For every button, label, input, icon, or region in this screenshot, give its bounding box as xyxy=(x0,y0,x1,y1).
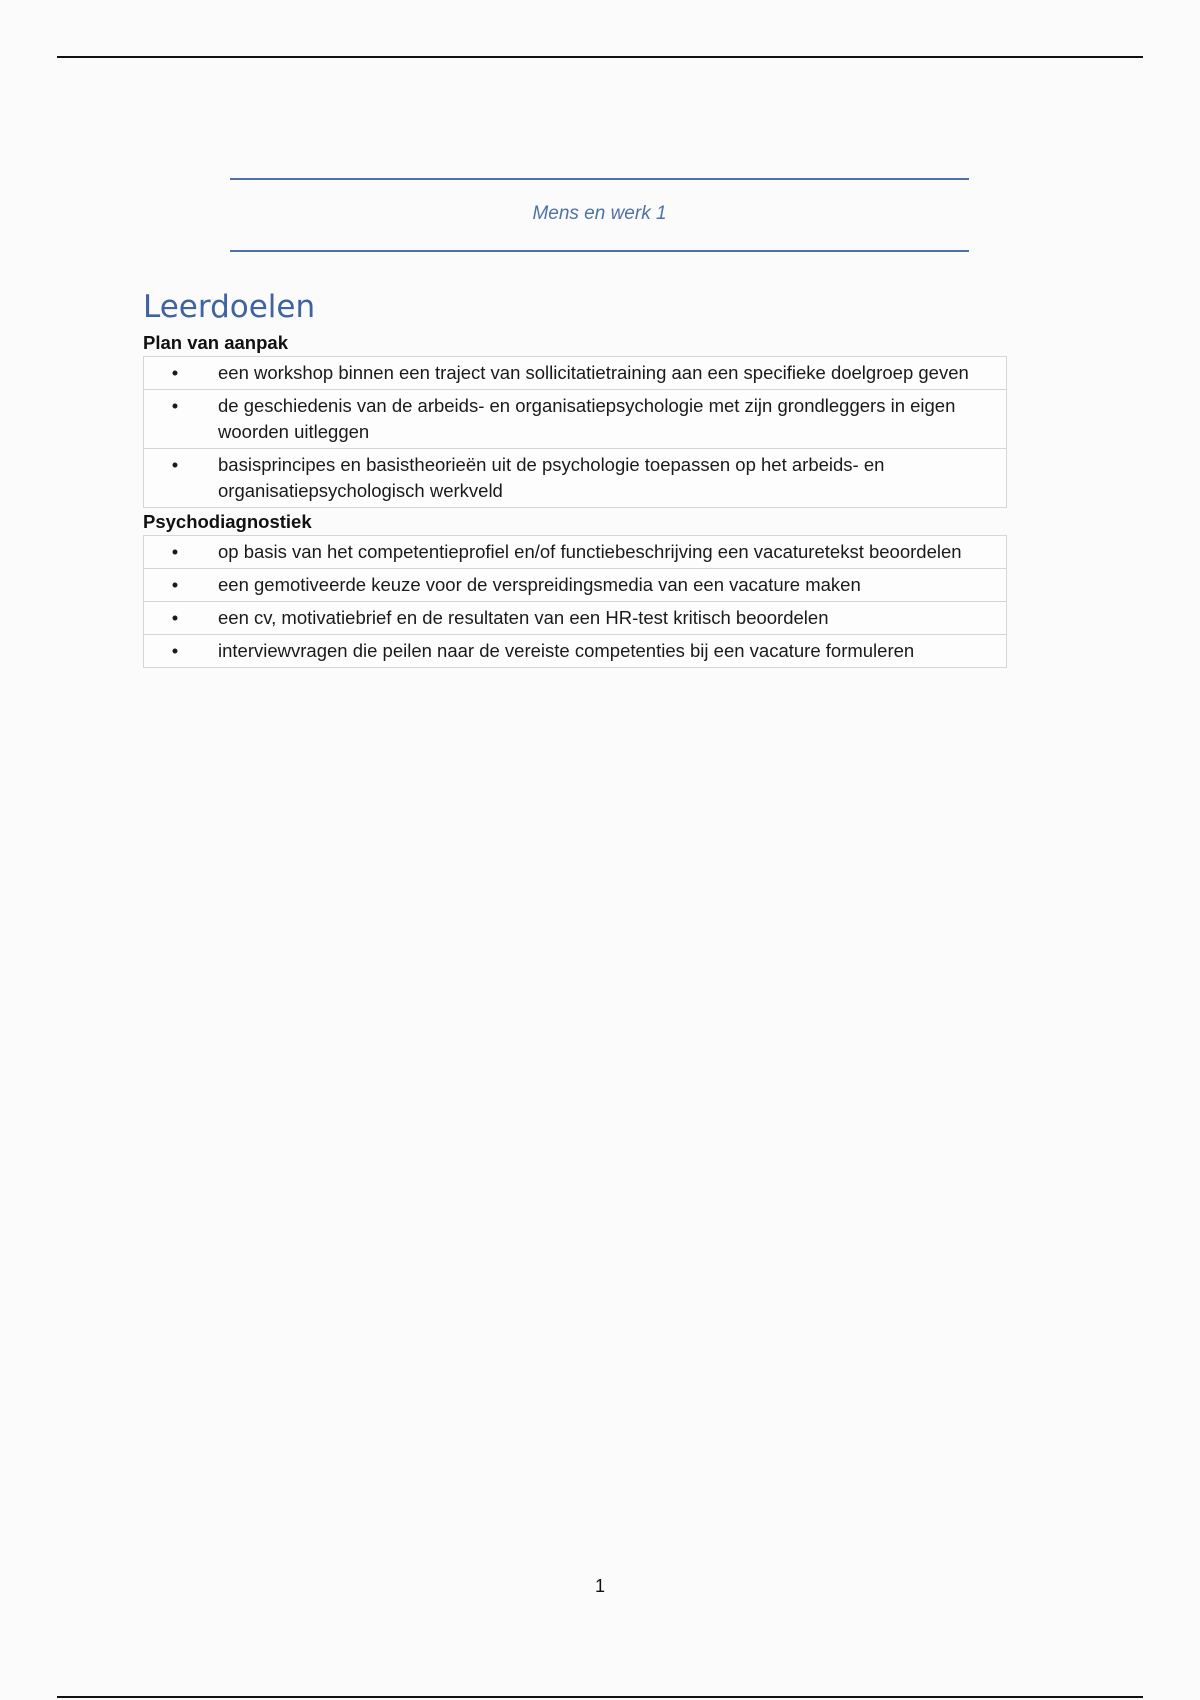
bullet-icon: • xyxy=(171,574,179,595)
list-item: interviewvragen die peilen naar de vereiste competenties bij een vacature formuleren xyxy=(218,640,915,661)
list-item: een workshop binnen een traject van sollicitatietraining aan een specifieke doelgroep geven xyxy=(218,362,969,383)
table-row xyxy=(144,390,1007,449)
list-item: een cv, motivatiebrief en de resultaten van een HR-test kritisch beoordelen xyxy=(218,607,829,628)
page-title: Leerdoelen xyxy=(143,289,316,325)
table-row xyxy=(144,602,1007,635)
table-row xyxy=(144,357,1007,390)
bullet-icon: • xyxy=(171,640,179,661)
bullet-icon: • xyxy=(171,362,179,383)
bullet-icon: • xyxy=(171,395,179,416)
page-number: 1 xyxy=(594,1576,605,1596)
section-heading-psychodiagnostiek: Psychodiagnostiek xyxy=(143,511,312,532)
list-item: op basis van het competentieprofiel en/of functiebeschrijving een vacaturetekst beoordelen xyxy=(218,541,962,562)
list-item: de geschiedenis van de arbeids- en organisatiepsychologie met zijn grondleggers in eigen woorden uitleggen xyxy=(218,395,956,442)
table-row xyxy=(144,449,1007,508)
goals-table-plan-van-aanpak xyxy=(143,356,1007,508)
goals-table-psychodiagnostiek xyxy=(143,535,1007,668)
table-row xyxy=(144,536,1007,569)
bullet-icon: • xyxy=(171,541,179,562)
page-top-rule xyxy=(57,56,1143,58)
page-bottom-rule xyxy=(57,1696,1143,1698)
table-row xyxy=(144,569,1007,602)
document-body xyxy=(143,282,1007,671)
bullet-icon: • xyxy=(171,607,179,628)
list-item: een gemotiveerde keuze voor de verspreidingsmedia van een vacature maken xyxy=(218,574,861,595)
document-header xyxy=(230,178,969,252)
section-heading-plan-van-aanpak: Plan van aanpak xyxy=(143,332,288,353)
table-row xyxy=(144,635,1007,668)
bullet-icon: • xyxy=(171,454,179,475)
list-item: basisprincipes en basistheorieën uit de psychologie toepassen op het arbeids- en organisatiepsychologisch werkveld xyxy=(218,454,885,501)
header-title: Mens en werk 1 xyxy=(532,203,667,224)
